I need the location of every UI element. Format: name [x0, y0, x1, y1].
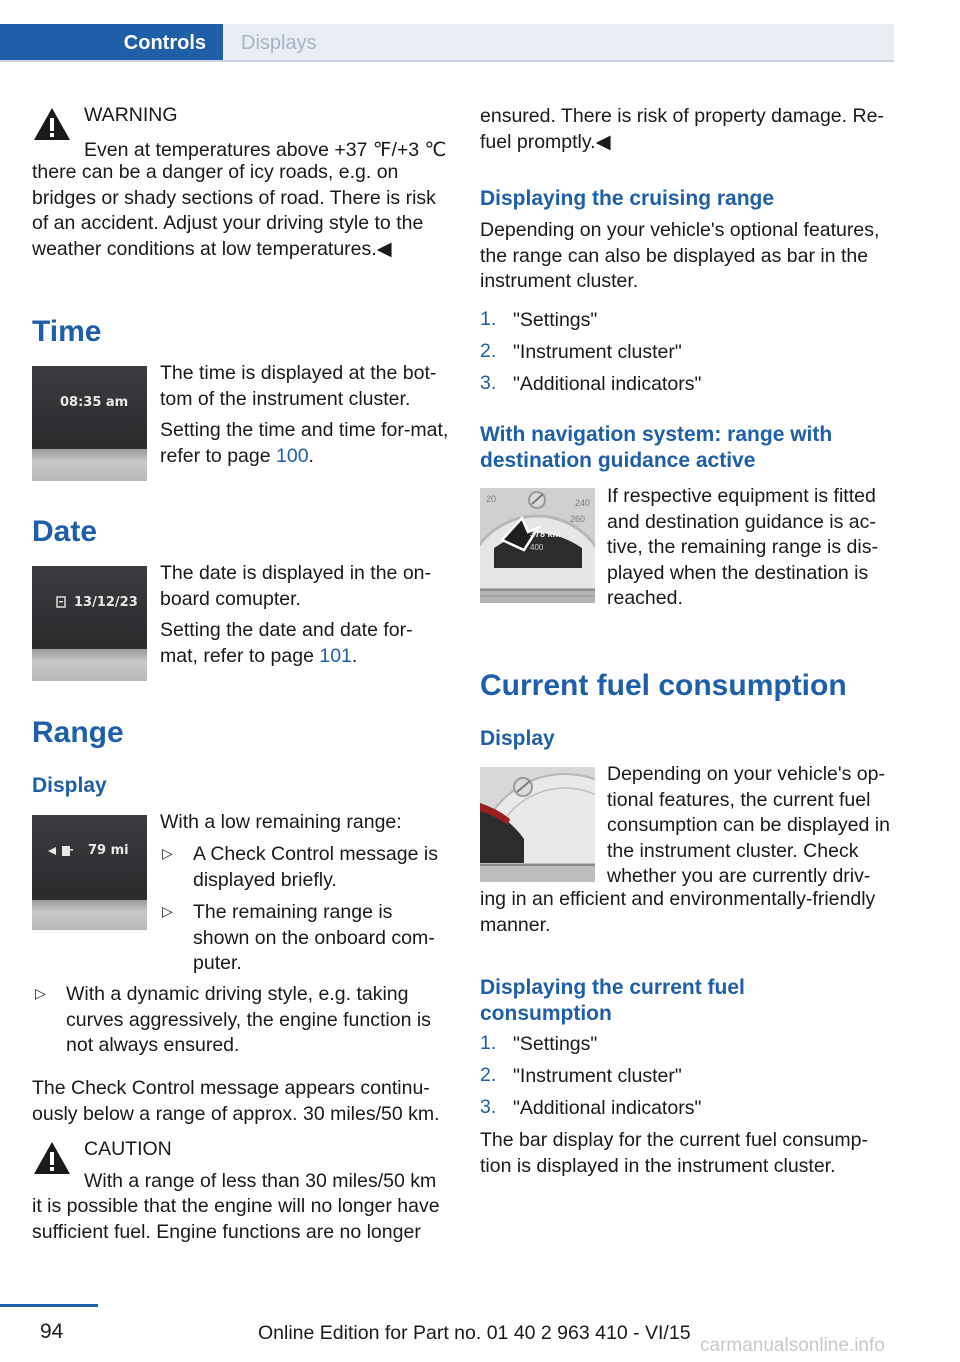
- step-number: 1.: [480, 1032, 497, 1054]
- time-display-image: [32, 366, 147, 481]
- time-p2-text: Setting the time and time for-mat, refer to page: [160, 419, 449, 467]
- date-p2-text: Setting the date and date for-mat, refer to page: [160, 619, 413, 667]
- gauge-label-260: 260: [570, 514, 586, 524]
- caution-line1: With a range of less than 30 miles/50 km: [84, 1170, 437, 1192]
- date-screen-text: 13/12/23: [74, 595, 138, 610]
- warning-title: WARNING: [84, 104, 178, 126]
- fuel-gauge-image: [480, 767, 595, 882]
- header-tabs: [0, 0, 894, 62]
- step-number: 3.: [480, 1096, 497, 1118]
- step-instrument-cluster: "Instrument cluster": [513, 1065, 682, 1087]
- time-paragraph-1: The time is displayed at the bot-tom of the instrument cluster.: [160, 362, 437, 410]
- step-settings: "Settings": [513, 1033, 598, 1055]
- date-p2-suffix: .: [351, 644, 358, 667]
- step-settings: "Settings": [513, 309, 598, 331]
- caution-text: it is possible that the engine will no longer have sufficient fuel. Engine functions are no longer: [32, 1195, 440, 1243]
- date-display-image: [32, 566, 147, 681]
- triangle-bullet-icon: ▷: [35, 985, 46, 1001]
- cruising-range-heading: Displaying the cruising range: [480, 187, 775, 210]
- time-p2-suffix: .: [308, 444, 314, 467]
- time-heading: Time: [32, 315, 102, 348]
- range-screen-text: 79 mi: [88, 843, 129, 858]
- fuel-paragraph-top: Depending on your vehicle's op-tional features, the current fuel consumption can be displayed in the instrument cluster. Check whether you are currently driv-: [607, 763, 890, 887]
- tab-controls[interactable]: [0, 24, 223, 62]
- displaying-fuel-heading: Displaying the current fuel consumption: [480, 976, 745, 1025]
- gauge-label-20: 20: [486, 494, 497, 504]
- caution-icon: [32, 1140, 72, 1176]
- navigation-range-paragraph: If respective equipment is fitted and destination guidance is ac-tive, the remaining range is dis-played when the destination is reached.: [607, 485, 878, 609]
- gauge-range-readout: 378 km: [530, 529, 561, 539]
- caution-title: CAUTION: [84, 1138, 172, 1160]
- date-paragraph-2: [160, 618, 450, 669]
- time-paragraph-2: [160, 418, 450, 469]
- cruising-range-paragraph: Depending on your vehicle's optional features, the range can also be displayed as bar in the instrument cluster.: [480, 219, 880, 292]
- warning-icon: [32, 106, 72, 142]
- page-link-100[interactable]: 100: [276, 444, 309, 467]
- range-intro: With a low remaining range:: [160, 811, 402, 833]
- step-number: 2.: [480, 340, 497, 362]
- online-edition-text: Online Edition for Part no. 01 40 2 963 410 - VI/15: [258, 1322, 691, 1344]
- range-bullet-1: A Check Control message is displayed briefly.: [193, 843, 438, 891]
- check-control-paragraph: The Check Control message appears continu-ously below a range of approx. 30 miles/50 km.: [32, 1077, 440, 1125]
- warning-line1: Even at temperatures above +37 ℉/+3 ℃: [84, 139, 447, 161]
- range-bullet-2: The remaining range is shown on the onboard com-puter.: [193, 901, 435, 974]
- bar-display-paragraph: The bar display for the current fuel consump-tion is displayed in the instrument cluster.: [480, 1129, 869, 1177]
- fuel-consumption-heading: Current fuel consumption: [480, 669, 847, 702]
- date-heading: Date: [32, 515, 98, 548]
- date-paragraph-1: The date is displayed in the on-board comupter.: [160, 562, 432, 610]
- gauge-label-400: 400: [530, 543, 544, 552]
- range-heading: Range: [32, 716, 124, 749]
- time-screen-text: 08:35 am: [60, 395, 129, 410]
- page-number: 94: [40, 1320, 64, 1343]
- range-gauge-image: [480, 488, 595, 603]
- header-divider: [0, 60, 894, 62]
- triangle-bullet-icon: ▷: [162, 845, 173, 861]
- property-damage-paragraph: ensured. There is risk of property damage. Re-fuel promptly.◀: [480, 105, 884, 153]
- step-additional-indicators: "Additional indicators": [513, 1097, 702, 1119]
- range-display-image: [32, 815, 147, 930]
- step-number: 1.: [480, 308, 497, 330]
- fuel-pump-icon: [48, 845, 78, 857]
- tab-controls-label: Controls: [123, 32, 206, 54]
- warning-text: there can be a danger of icy roads, e.g. on bridges or shady sections of road. There is risk of an accident. Adjust your driving style to the weather conditions at low temperatures.◀: [32, 161, 436, 260]
- page-link-101[interactable]: 101: [319, 644, 352, 667]
- step-number: 2.: [480, 1064, 497, 1086]
- step-instrument-cluster: "Instrument cluster": [513, 341, 682, 363]
- navigation-range-heading: With navigation system: range with destination guidance active: [480, 423, 833, 472]
- range-bullet-3: With a dynamic driving style, e.g. taking curves aggressively, the engine function is not always ensured.: [66, 983, 431, 1056]
- watermark: carmanualsonline.info: [700, 1335, 885, 1356]
- step-number: 3.: [480, 372, 497, 394]
- calendar-icon: [56, 596, 66, 608]
- footer-rule: [0, 1304, 98, 1307]
- tab-displays-label: Displays: [241, 32, 317, 54]
- triangle-bullet-icon: ▷: [162, 903, 173, 919]
- fuel-paragraph-bottom: ing in an efficient and environmentally-friendly manner.: [480, 888, 876, 936]
- fuel-display-heading: Display: [480, 727, 555, 750]
- range-display-heading: Display: [32, 774, 107, 797]
- step-additional-indicators: "Additional indicators": [513, 373, 702, 395]
- gauge-label-240: 240: [575, 498, 591, 508]
- tab-displays[interactable]: [223, 24, 894, 62]
